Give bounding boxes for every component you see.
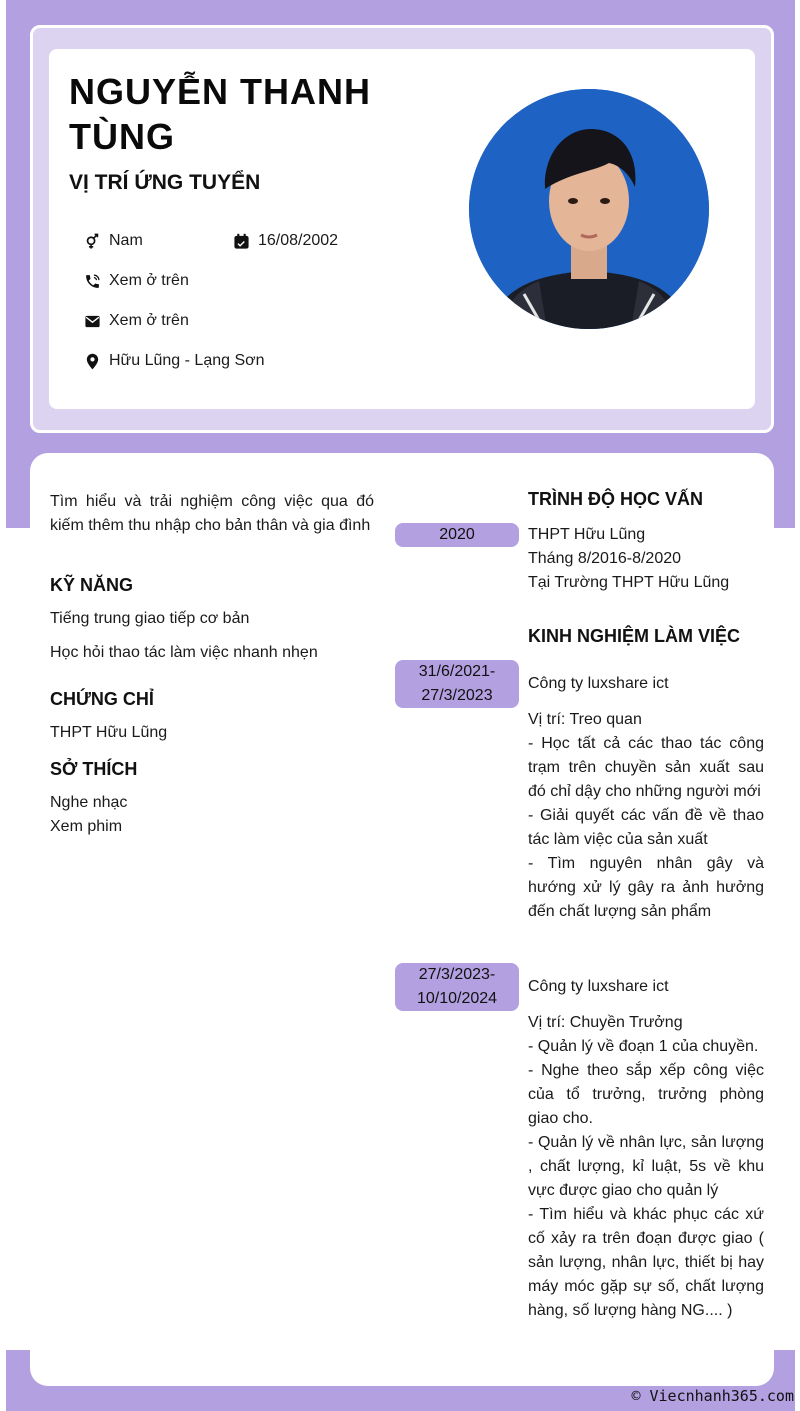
phone-icon xyxy=(83,272,101,290)
gender-text: Nam xyxy=(109,232,143,249)
location-pin-icon xyxy=(83,352,101,370)
job-company: Công ty luxshare ict xyxy=(528,675,669,692)
header-card xyxy=(30,25,774,433)
job-line: - Quản lý về đoạn 1 của chuyền. xyxy=(528,1038,759,1055)
address-row xyxy=(83,352,265,370)
main-content-card xyxy=(30,453,774,1386)
skill-item: Học hỏi thao tác làm việc nhanh nhẹn xyxy=(50,644,318,661)
envelope-icon xyxy=(83,312,101,330)
education-details xyxy=(528,523,764,595)
job-line: - Nghe theo sắp xếp công việc của tổ trưởng, trưởng phòng giao cho. xyxy=(528,1062,764,1127)
job-line: - Học tất cả các thao tác công trạm trên chuyền sản xuất sau đó chỉ dậy cho những người mới xyxy=(528,735,764,800)
job-line: Vị trí: Treo quan xyxy=(528,711,642,728)
calendar-icon xyxy=(232,232,250,250)
skills-title: KỸ NĂNG xyxy=(50,575,134,595)
header-inner xyxy=(49,49,755,409)
email-row xyxy=(83,312,189,330)
job-date-badge xyxy=(395,963,519,1011)
job-date-end: 10/10/2024 xyxy=(416,990,498,1007)
phone-row xyxy=(83,272,189,290)
job-line: - Giải quyết các vấn đề về thao tác làm việc của sản xuất xyxy=(528,807,764,848)
job-date-start: 27/3/2023- xyxy=(418,966,496,983)
education-title: TRÌNH ĐỘ HỌC VẤN xyxy=(528,489,703,509)
email-text: Xem ở trên xyxy=(109,312,189,329)
address-text: Hữu Lũng - Lạng Sơn xyxy=(109,352,265,369)
skill-item: Tiếng trung giao tiếp cơ bản xyxy=(50,610,250,627)
profile-photo xyxy=(469,89,709,329)
gender-row xyxy=(83,232,143,250)
certificates-title: CHỨNG CHỈ xyxy=(50,689,154,709)
job-description xyxy=(528,1011,764,1323)
candidate-name: NGUYỄN THANH TÙNG xyxy=(69,71,372,157)
education-place: Tại Trường THPT Hữu Lũng xyxy=(528,574,730,591)
hobby-item: Nghe nhạc xyxy=(50,794,128,811)
job-line: - Quản lý về nhân lực, sản lượng , chất lượng, kỉ luật, 5s về khu vực được giao cho quản lý xyxy=(528,1134,764,1199)
hobbies-title: SỞ THÍCH xyxy=(50,759,138,779)
certificate-item: THPT Hữu Lũng xyxy=(50,724,168,741)
education-date-badge: 2020 xyxy=(395,523,519,547)
education-period: Tháng 8/2016-8/2020 xyxy=(528,550,682,567)
job-line: Vị trí: Chuyền Trưởng xyxy=(528,1014,683,1031)
job-line: - Tìm nguyên nhân gây và hướng xử lý gây ra ảnh hưởng đến chất lượng sản phẩm xyxy=(528,855,764,920)
hobby-item: Xem phim xyxy=(50,818,123,835)
birthdate-row xyxy=(232,232,338,250)
job-line: - Tìm hiểu và khác phục các xứ cố xảy ra trên đoạn được giao ( sản lượng, nhân lực, thiết bị hay máy móc gặp sự số, chất lượng hàng, số lượng hàng NG.... ) xyxy=(528,1206,764,1319)
phone-text: Xem ở trên xyxy=(109,272,189,289)
applied-position: VỊ TRÍ ỨNG TUYỂN xyxy=(69,171,261,194)
job-date-start: 31/6/2021- xyxy=(418,663,496,680)
education-school: THPT Hữu Lũng xyxy=(528,526,646,543)
job-date-badge xyxy=(395,660,519,708)
job-date-end: 27/3/2023 xyxy=(421,687,493,704)
gender-icon xyxy=(83,232,101,250)
career-objective: Tìm hiểu và trải nghiệm công việc qua đó kiếm thêm thu nhập cho bản thân và gia đình xyxy=(50,493,374,534)
experience-title: KINH NGHIỆM LÀM VIỆC xyxy=(528,626,741,646)
job-company: Công ty luxshare ict xyxy=(528,978,669,995)
footer-credit: © Viecnhanh365.com xyxy=(631,1387,794,1405)
job-description xyxy=(528,708,764,924)
birthdate-text: 16/08/2002 xyxy=(258,232,339,249)
